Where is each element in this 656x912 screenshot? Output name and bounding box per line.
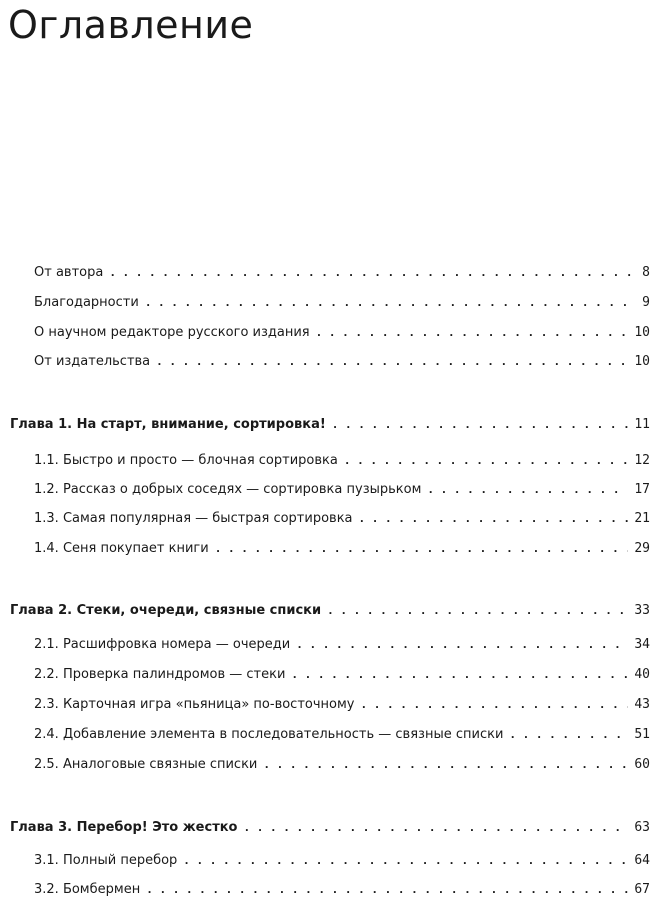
toc-section-1-2[interactable] — [34, 479, 650, 501]
toc-section-2-4[interactable] — [34, 724, 650, 746]
toc-chapter-1[interactable] — [10, 414, 650, 436]
dot-leader — [344, 450, 629, 472]
toc-entry-author[interactable] — [34, 262, 650, 284]
toc-page-number: 33 — [634, 603, 650, 618]
page-title: Оглавление — [8, 3, 254, 47]
toc-section-2-5[interactable] — [34, 754, 650, 776]
toc-entry-title: 1.3. Самая популярная — быстрая сортировка — [34, 511, 353, 526]
toc-page-number: 34 — [634, 637, 650, 652]
dot-leader — [109, 262, 636, 284]
toc-chapter-2[interactable] — [10, 600, 650, 622]
dot-leader — [243, 817, 628, 839]
toc-page-number: 29 — [634, 541, 650, 556]
toc-page-number: 11 — [634, 417, 650, 432]
toc-entry-title: 1.2. Рассказ о добрых соседях — сортировка пузырьком — [34, 482, 422, 497]
toc-entry-title: 2.4. Добавление элемента в последовательность — связные списки — [34, 727, 504, 742]
toc-page-number: 17 — [634, 482, 650, 497]
toc-chapter-3[interactable] — [10, 817, 650, 839]
toc-entry-title: О научном редакторе русского издания — [34, 325, 310, 340]
toc-page-number: 10 — [634, 354, 650, 369]
toc-page-number: 64 — [634, 853, 650, 868]
toc-page-number: 63 — [634, 820, 650, 835]
toc-section-3-2[interactable] — [34, 879, 650, 901]
toc-entry-title: 3.1. Полный перебор — [34, 853, 178, 868]
toc-section-1-4[interactable] — [34, 538, 650, 560]
dot-leader — [332, 414, 629, 436]
toc-entry-title: Глава 3. Перебор! Это жестко — [10, 820, 238, 835]
dot-leader — [427, 479, 628, 501]
toc-section-1-3[interactable] — [34, 508, 650, 530]
toc-section-2-3[interactable] — [34, 694, 650, 716]
dot-leader — [296, 634, 628, 656]
toc-entry-title: 2.2. Проверка палиндромов — стеки — [34, 667, 286, 682]
toc-entry-acknowledgements[interactable] — [34, 292, 650, 314]
dot-leader — [145, 292, 636, 314]
dot-leader — [215, 538, 629, 560]
toc-page-number: 12 — [634, 453, 650, 468]
toc-page-number: 51 — [634, 727, 650, 742]
dot-leader — [327, 600, 628, 622]
dot-leader — [361, 694, 629, 716]
toc-section-3-1[interactable] — [34, 850, 650, 872]
toc-entry-title: 2.3. Карточная игра «пьяница» по-восточному — [34, 697, 355, 712]
toc-page-number: 9 — [642, 295, 650, 310]
dot-leader — [291, 664, 628, 686]
dot-leader — [263, 754, 628, 776]
toc-page-number: 8 — [642, 265, 650, 280]
toc-entry-title: Глава 2. Стеки, очереди, связные списки — [10, 603, 322, 618]
dot-leader — [316, 322, 629, 344]
toc-entry-title: 2.1. Расшифровка номера — очереди — [34, 637, 291, 652]
toc-page-number: 67 — [634, 882, 650, 897]
dot-leader — [359, 508, 629, 530]
toc-page-number: 43 — [634, 697, 650, 712]
toc-entry-title: 1.4. Сеня покупает книги — [34, 541, 209, 556]
toc-entry-title: От автора — [34, 265, 104, 280]
toc-section-2-1[interactable] — [34, 634, 650, 656]
toc-entry-title: Благодарности — [34, 295, 139, 310]
toc-entry-title: От издательства — [34, 354, 151, 369]
toc-entry-title: 3.2. Бомбермен — [34, 882, 141, 897]
dot-leader — [509, 724, 628, 746]
toc-page-number: 60 — [634, 757, 650, 772]
toc-section-1-1[interactable] — [34, 450, 650, 472]
toc-page-number: 10 — [634, 325, 650, 340]
toc-page-number: 40 — [634, 667, 650, 682]
toc-entry-title: 2.5. Аналоговые связные списки — [34, 757, 258, 772]
toc-entry-publisher[interactable] — [34, 351, 650, 373]
dot-leader — [146, 879, 628, 901]
dot-leader — [183, 850, 628, 872]
dot-leader — [156, 351, 628, 373]
toc-entry-science-editor[interactable] — [34, 322, 650, 344]
toc-section-2-2[interactable] — [34, 664, 650, 686]
toc-page-number: 21 — [634, 511, 650, 526]
toc-entry-title: 1.1. Быстро и просто — блочная сортировка — [34, 453, 338, 468]
toc-entry-title: Глава 1. На старт, внимание, сортировка! — [10, 417, 326, 432]
